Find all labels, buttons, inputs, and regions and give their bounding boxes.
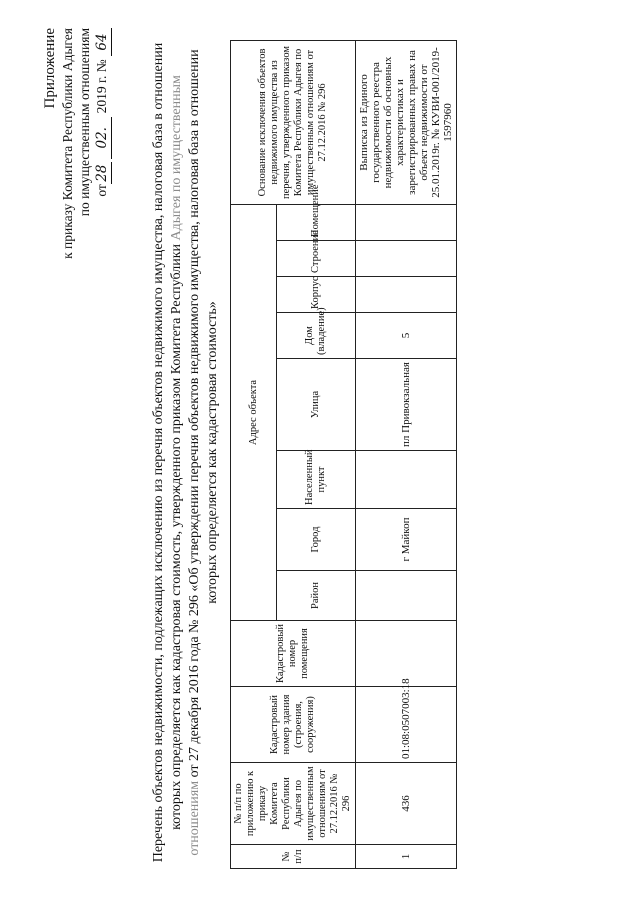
title-part-faded: Адыгея по имущественным отношениям [169, 75, 202, 856]
header-annex-title: Приложение [42, 28, 58, 109]
header-num: № п/п [231, 845, 356, 869]
table-row [356, 40, 457, 868]
header-house: Дом (владение) [277, 313, 356, 359]
cell-room-cadastral [356, 621, 457, 687]
header-city: Город [277, 509, 356, 571]
cell-district [356, 571, 457, 621]
header-date-line [93, 28, 112, 288]
header-address: Адрес объекта [231, 204, 277, 620]
cell-corpus [356, 277, 457, 313]
objects-table [230, 40, 457, 869]
header-room-cadastral: Кадастровый номер помещения [231, 621, 356, 687]
header-street: Улица [277, 359, 356, 451]
date-prefix: от [94, 184, 109, 197]
document-header [42, 28, 112, 288]
header-order-line: к приказу Комитета Республики Адыгея [60, 28, 75, 259]
header-settlement: Населенный пункт [277, 451, 356, 509]
header-district: Район [277, 571, 356, 621]
cell-house: 5 [356, 313, 457, 359]
cell-city: г Майкоп [356, 509, 457, 571]
header-building: Строение [277, 241, 356, 277]
date-year-text: 2019 г. № [94, 59, 109, 114]
title-part-1: Перечень объектов недвижимости, подлежащих исключению из перечня объектов недвижимого имущества, налоговая база в отношении которых определяется как кадастровая стоимость, утвержденного приказом Комитета Республики [151, 42, 184, 863]
date-day-handwritten: 28 [94, 162, 112, 184]
cell-basis: Выписка из Единого государственного реестра недвижимости об основных характеристиках и зарегистрированных правах на объект недвижимости от 25.01.2019г. № КУВИ-001/2019-1597960 [356, 40, 457, 204]
table-header-row-1 [231, 40, 277, 868]
header-corpus: Корпус [277, 277, 356, 313]
cell-settlement [356, 451, 457, 509]
order-number-handwritten: 64 [94, 28, 112, 56]
date-month-handwritten: 02. [94, 117, 112, 159]
document-title [150, 40, 222, 865]
header-committee-line: по имущественным отношениям [77, 28, 92, 217]
cell-room [356, 204, 457, 240]
cell-building [356, 241, 457, 277]
cell-num: 1 [356, 845, 457, 869]
title-part-3: от 27 декабря 2016 года № 296 «Об утверждении перечня объектов недвижимого имущества, налоговая база в отношении которых определяется как кадастровая стоимость» [187, 49, 220, 778]
header-num-in-annex: № п/п по приложению к приказу Комитета Республики Адыгея по имущественным отношениям от 27.12.2016 № 296 [231, 763, 356, 845]
header-basis: Основание исключения объектов недвижимого имущества из перечня, утвержденного приказом Комитета Республики Адыгея по имущественным отношениям от 27.12.2016 № 296 [231, 40, 356, 204]
cell-building-cadastral: 01:08:0507003:18 [356, 687, 457, 763]
cell-num-in-annex: 436 [356, 763, 457, 845]
header-building-cadastral: Кадастровый номер здания (строения, сооружения) [231, 687, 356, 763]
header-room: Помещение [277, 204, 356, 240]
cell-street: пл Привокзальная [356, 359, 457, 451]
